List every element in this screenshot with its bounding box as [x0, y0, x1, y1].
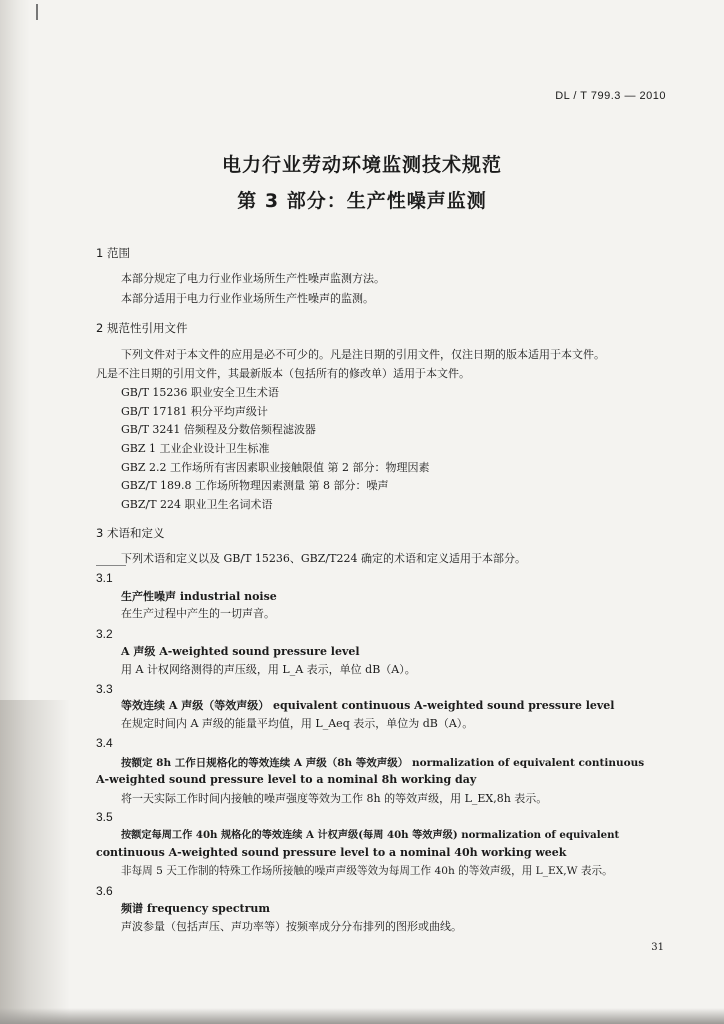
term-definition: 将一天实际工作时间内接触的噪声强度等效为工作 8h 的等效声级，用 L_EX,8h 表示。 [121, 792, 548, 805]
reference-item: GBZ/T 189.8 工作场所物理因素测量 第 8 部分：噪声 [121, 479, 389, 492]
term-number: 3.4 [96, 736, 113, 750]
section-heading-references: 2 规范性引用文件 [96, 321, 188, 335]
term-definition: 非每周 5 天工作制的特殊工作场所接触的噪声声级等效为每周工作 40h 的等效声级，用 L_EX,W 表示。 [121, 865, 613, 877]
paragraph: 凡是不注日期的引用文件，其最新版本（包括所有的修改单）适用于本文件。 [96, 367, 470, 380]
paragraph: 本部分适用于电力行业作业场所生产性噪声的监测。 [121, 292, 374, 305]
term-title: 等效连续 A 声级（等效声级） equivalent continuous A-weighted sound pressure level [121, 699, 615, 712]
reference-item: GB/T 15236 职业安全卫生术语 [121, 386, 279, 399]
term-title-continued: continuous A-weighted sound pressure level to a nominal 40h working week [96, 846, 567, 859]
reference-item: GB/T 3241 倍频程及分数倍频程滤波器 [121, 423, 316, 436]
scan-shadow-bottom [0, 1008, 724, 1024]
document-subtitle: 第 3 部分：生产性噪声监测 [237, 190, 487, 212]
term-definition: 声波参量（包括声压、声功率等）按频率成分分布排列的图形或曲线。 [121, 920, 462, 933]
paragraph: 本部分规定了电力行业作业场所生产性噪声监测方法。 [121, 272, 385, 285]
document-title: 电力行业劳动环境监测技术规范 [221, 154, 502, 176]
term-title-continued: A-weighted sound pressure level to a nominal 8h working day [96, 773, 477, 786]
scan-corner-mark [36, 4, 38, 20]
term-number: 3.5 [96, 810, 113, 824]
reference-item: GBZ 2.2 工作场所有害因素职业接触限值 第 2 部分：物理因素 [121, 461, 430, 474]
term-title: 生产性噪声 industrial noise [121, 590, 277, 603]
section-heading-terms: 3 术语和定义 [96, 526, 165, 540]
paragraph: 下列文件对于本文件的应用是必不可少的。凡是注日期的引用文件，仅注日期的版本适用于本文件。 [121, 348, 605, 361]
term-number: 3.1 [96, 571, 113, 585]
term-title: 频谱 frequency spectrum [121, 902, 271, 915]
scan-underline [96, 565, 126, 566]
scan-shadow-lower-left [0, 700, 70, 1024]
term-number: 3.6 [96, 884, 113, 898]
term-number: 3.3 [96, 682, 113, 696]
term-definition: 在生产过程中产生的一切声音。 [121, 607, 275, 620]
page-number: 31 [651, 942, 664, 953]
term-title: A 声级 A-weighted sound pressure level [121, 645, 360, 658]
term-definition: 在规定时间内 A 声级的能量平均值，用 L_Aeq 表示，单位为 dB（A）。 [121, 717, 474, 730]
standard-code: DL / T 799.3 — 2010 [555, 90, 666, 102]
term-title: 按额定每周工作 40h 规格化的等效连续 A 计权声级(每周 40h 等效声级) normalization of equivalent [121, 829, 620, 841]
paragraph: 下列术语和定义以及 GB/T 15236、GBZ/T224 确定的术语和定义适用于本部分。 [121, 552, 526, 565]
term-number: 3.2 [96, 627, 113, 641]
term-title: 按额定 8h 工作日规格化的等效连续 A 声级（8h 等效声级） normalization of equivalent continuous [121, 757, 645, 769]
reference-item: GBZ 1 工业企业设计卫生标准 [121, 442, 270, 455]
section-heading-scope: 1 范围 [96, 246, 130, 260]
reference-item: GB/T 17181 积分平均声级计 [121, 405, 268, 418]
reference-item: GBZ/T 224 职业卫生名词术语 [121, 498, 273, 511]
term-definition: 用 A 计权网络测得的声压级，用 L_A 表示，单位 dB（A）。 [121, 663, 416, 676]
